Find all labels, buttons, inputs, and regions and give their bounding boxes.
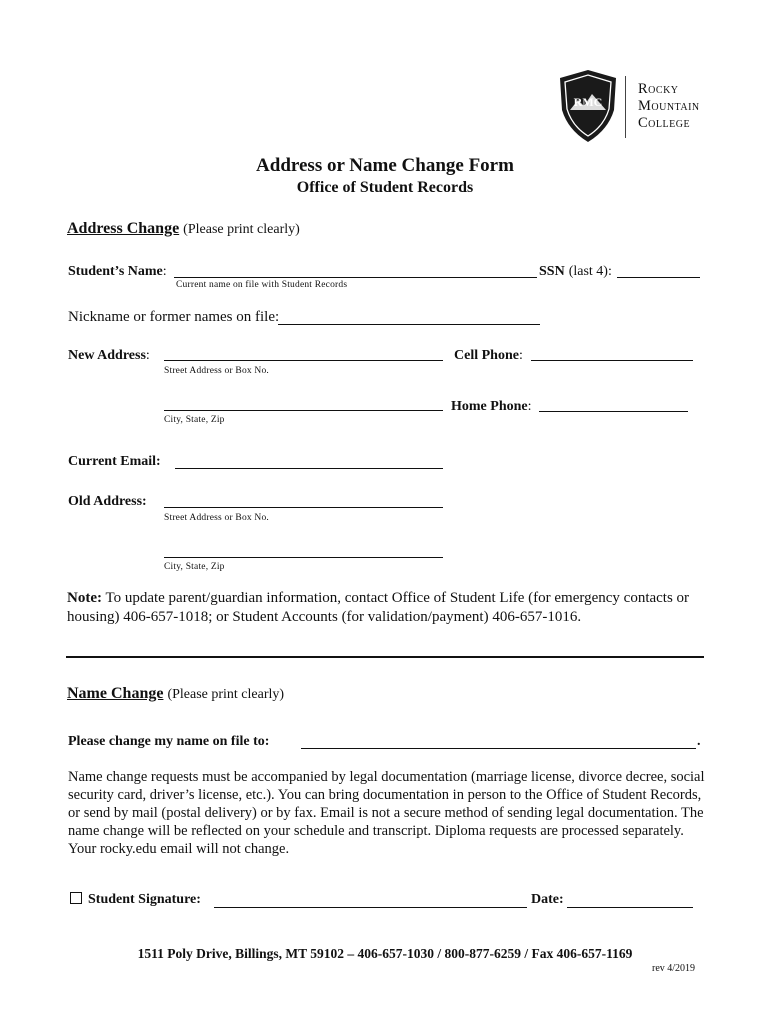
new-street-hint: Street Address or Box No. [164, 366, 270, 376]
current-email-field[interactable] [175, 468, 443, 469]
current-email-label: Current Email: [68, 454, 161, 469]
date-field[interactable] [567, 907, 693, 908]
address-change-heading: Address Change [67, 220, 180, 237]
date-label: Date: [531, 892, 564, 907]
signature-label: Student Signature: [88, 892, 201, 907]
college-name-line1: Rocky [638, 81, 679, 97]
student-name-label: Student’s Name [68, 264, 163, 279]
new-city-field[interactable] [164, 410, 443, 411]
old-city-field[interactable] [164, 557, 443, 558]
contact-note-text: To update parent/guardian information, contact Office of Student Life (for emergency contacts or housing) 406-657-1018; or Student Accounts (for validation/payment) 406-657-1016. [67, 590, 690, 625]
college-name [638, 81, 700, 132]
cell-phone-label: Cell Phone [454, 348, 519, 363]
revision-date: rev 4/2019 [652, 963, 696, 974]
ssn-field[interactable] [617, 277, 700, 278]
signature-checkbox[interactable] [70, 892, 82, 904]
signature-field[interactable] [214, 907, 527, 908]
nickname-field[interactable] [278, 324, 540, 325]
crest-monogram: RMC [573, 95, 603, 109]
college-name-line2: Mountain [638, 98, 700, 114]
name-change-instruction: (Please print clearly) [167, 687, 285, 702]
footer-contact: 1511 Poly Drive, Billings, MT 59102 – 406-657-1030 / 800-877-6259 / Fax 406-657-1169 [137, 946, 633, 961]
home-phone-label: Home Phone [451, 399, 528, 414]
address-change-heading-row [67, 220, 300, 238]
nickname-label: Nickname or former names on file: [68, 309, 280, 325]
old-street-hint: Street Address or Box No. [164, 513, 270, 523]
contact-note-label: Note: [67, 590, 102, 606]
ssn-label-row: SSN (last 4): [539, 264, 612, 279]
form-title: Address or Name Change Form [256, 155, 514, 176]
form-subtitle: Office of Student Records [296, 179, 474, 196]
section-divider [66, 656, 704, 658]
name-change-heading-row [67, 685, 284, 703]
student-name-label-row: Student’s Name: [68, 264, 167, 279]
cell-phone-field[interactable] [531, 360, 693, 361]
new-name-label: Please change my name on file to: [68, 734, 270, 749]
new-name-period: . [697, 734, 701, 749]
old-address-label: Old Address: [68, 494, 147, 509]
name-change-heading: Name Change [67, 685, 164, 702]
address-change-instruction: (Please print clearly) [183, 222, 300, 237]
name-change-instructions: Name change requests must be accompanied by legal documentation (marriage license, divorce decree, social security card, driver’s license, etc.). You can bring documentation in person to the Office of Student Records, or send by mail (postal delivery) or by fax. Email is not a secure method of sending legal documentation. The name change will be reflected on your schedule and transcript. Diploma requests are processed separately. Your rocky.edu email will not change. [68, 769, 705, 857]
old-street-field[interactable] [164, 507, 443, 508]
new-street-field[interactable] [164, 360, 443, 361]
student-name-hint: Current name on file with Student Records [176, 280, 348, 290]
cell-phone-label-row: Cell Phone: [454, 348, 523, 363]
new-address-label: New Address [68, 348, 146, 363]
home-phone-label-row: Home Phone: [451, 399, 532, 414]
student-name-field[interactable] [174, 277, 537, 278]
ssn-label: SSN [539, 264, 565, 279]
old-city-hint: City, State, Zip [164, 562, 225, 572]
home-phone-field[interactable] [539, 411, 688, 412]
new-city-hint: City, State, Zip [164, 415, 225, 425]
contact-note [67, 589, 707, 627]
logo-divider [625, 76, 626, 138]
college-name-line3: College [638, 115, 691, 131]
new-address-label-row: New Address: [68, 348, 150, 363]
new-name-field[interactable] [301, 748, 696, 749]
